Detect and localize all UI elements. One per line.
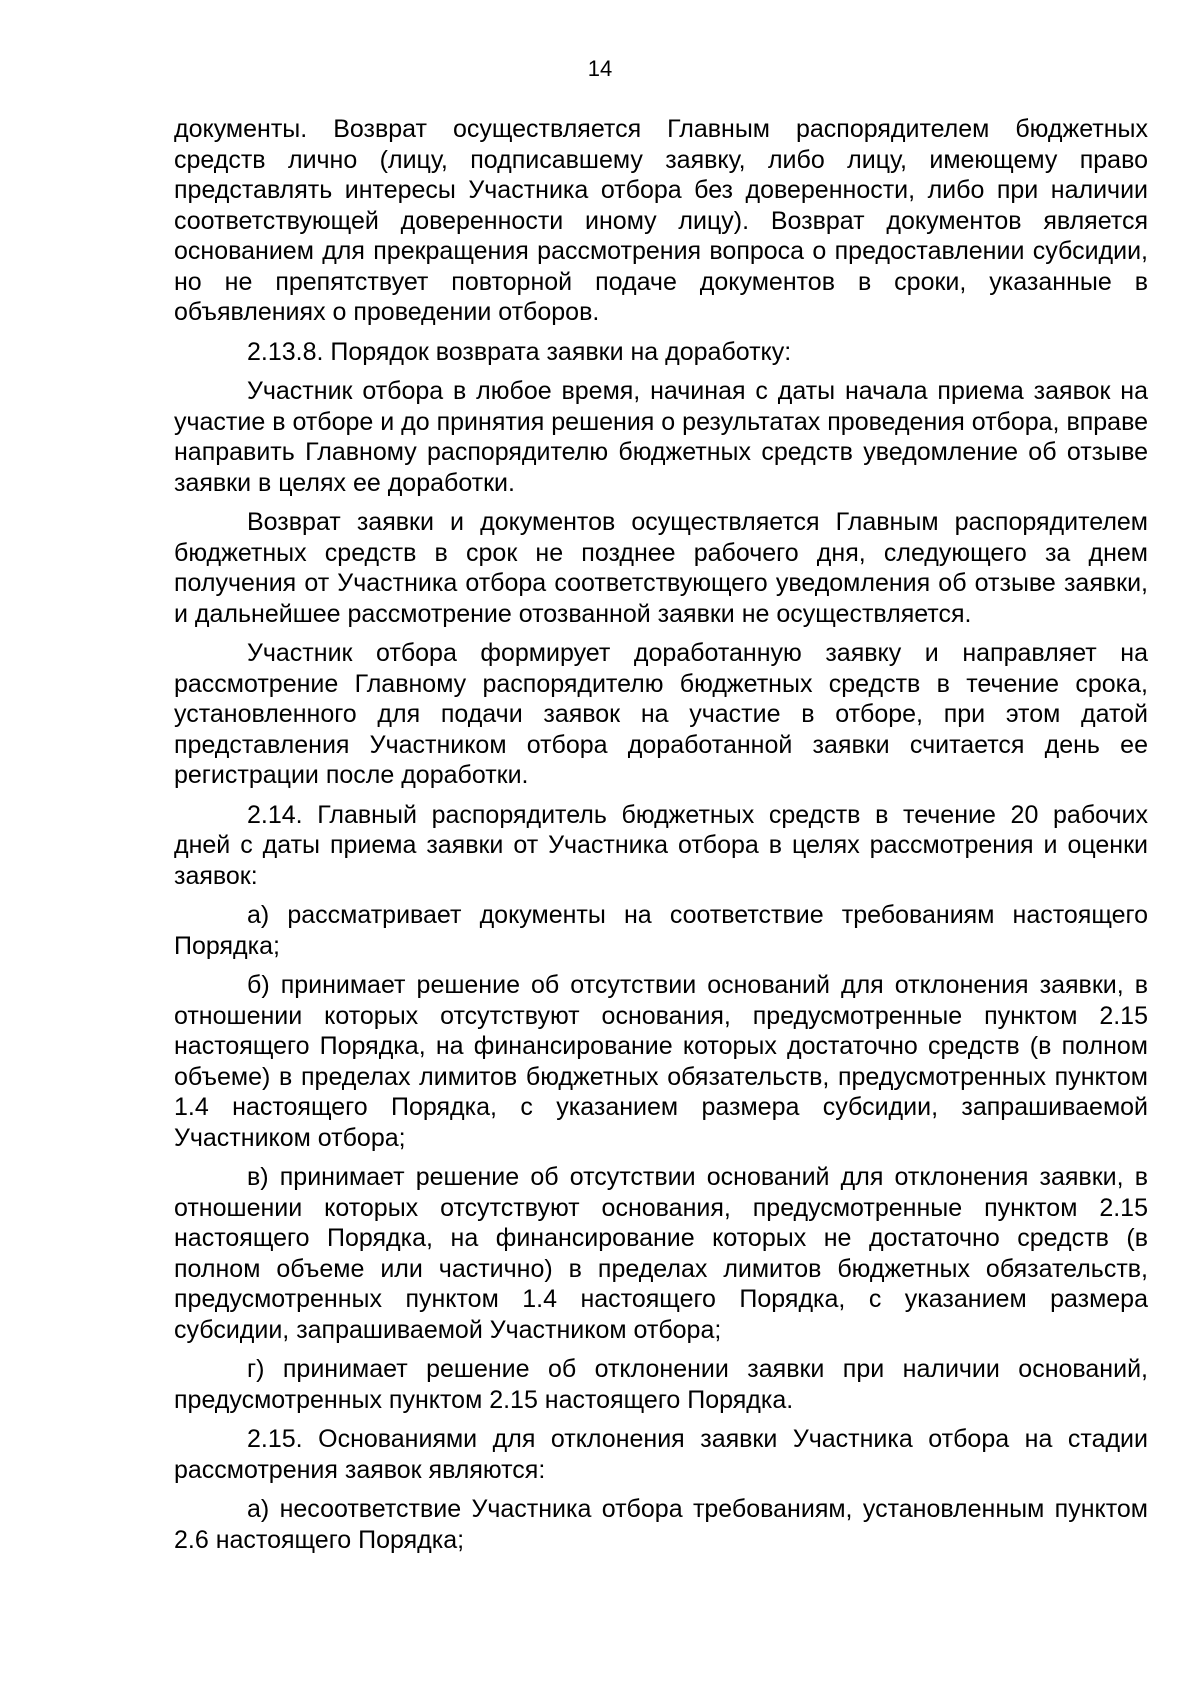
document-body <box>174 114 1148 1564</box>
paragraph-continuation: документы. Возврат осуществляется Главным распорядителем бюджетных средств лично (лицу, подписавшему заявку, либо лицу, имеющему право представлять интересы Участника отбора без доверенности, либо при наличии соответствующей доверенности иному лицу). Возврат документов является основанием для прекращения рассмотрения вопроса о предоставлении субсидии, но не препятствует повторной подаче документов в сроки, указанные в объявлениях о проведении отборов. <box>174 115 1148 326</box>
paragraph-2-14-b: б) принимает решение об отсутствии оснований для отклонения заявки, в отношении которых отсутствуют основания, предусмотренные пунктом 2.15 настоящего Порядка, на финансирование которых достаточно средств (в полном объеме) в пределах лимитов бюджетных обязательств, предусмотренных пунктом 1.4 настоящего Порядка, с указанием размера субсидии, запрашиваемой Участником отбора; <box>174 971 1148 1152</box>
paragraph-revised-application: Участник отбора формирует доработанную заявку и направляет на рассмотрение Главному распорядителю бюджетных средств в течение срока, установленного для подачи заявок на участие в отборе, при этом датой представления Участником отбора доработанной заявки считается день ее регистрации после доработки. <box>174 639 1148 789</box>
paragraph-2-14-g: г) принимает решение об отклонении заявки при наличии оснований, предусмотренных пунктом 2.15 настоящего Порядка. <box>174 1355 1148 1414</box>
page-number: 14 <box>587 56 613 81</box>
paragraph-2-14-a: а) рассматривает документы на соответствие требованиям настоящего Порядка; <box>174 901 1148 960</box>
paragraph-2-13-8-heading: 2.13.8. Порядок возврата заявки на доработку: <box>247 337 792 366</box>
paragraph-2-15: 2.15. Основаниями для отклонения заявки Участника отбора на стадии рассмотрения заявок являются: <box>174 1425 1148 1484</box>
paragraph-2-15-a: а) несоответствие Участника отбора требованиям, установленным пунктом 2.6 настоящего Порядка; <box>174 1495 1148 1554</box>
paragraph-2-14-v: в) принимает решение об отсутствии оснований для отклонения заявки, в отношении которых отсутствуют основания, предусмотренные пунктом 2.15 настоящего Порядка, на финансирование которых не достаточно средств (в полном объеме или частично) в пределах лимитов бюджетных обязательств, предусмотренных пунктом 1.4 настоящего Порядка, с указанием размера субсидии, запрашиваемой Участником отбора; <box>174 1163 1148 1344</box>
paragraph-return-procedure: Возврат заявки и документов осуществляется Главным распорядителем бюджетных средств в срок не позднее рабочего дня, следующего за днем получения от Участника отбора соответствующего уведомления об отзыве заявки, и дальнейшее рассмотрение отозванной заявки не осуществляется. <box>174 508 1148 628</box>
paragraph-2-14: 2.14. Главный распорядитель бюджетных средств в течение 20 рабочих дней с даты приема заявки от Участника отбора в целях рассмотрения и оценки заявок: <box>174 800 1148 890</box>
paragraph-withdrawal-right: Участник отбора в любое время, начиная с даты начала приема заявок на участие в отборе и до принятия решения о результатах проведения отбора, вправе направить Главному распорядителю бюджетных средств уведомление об отзыве заявки в целях ее доработки. <box>174 377 1148 497</box>
